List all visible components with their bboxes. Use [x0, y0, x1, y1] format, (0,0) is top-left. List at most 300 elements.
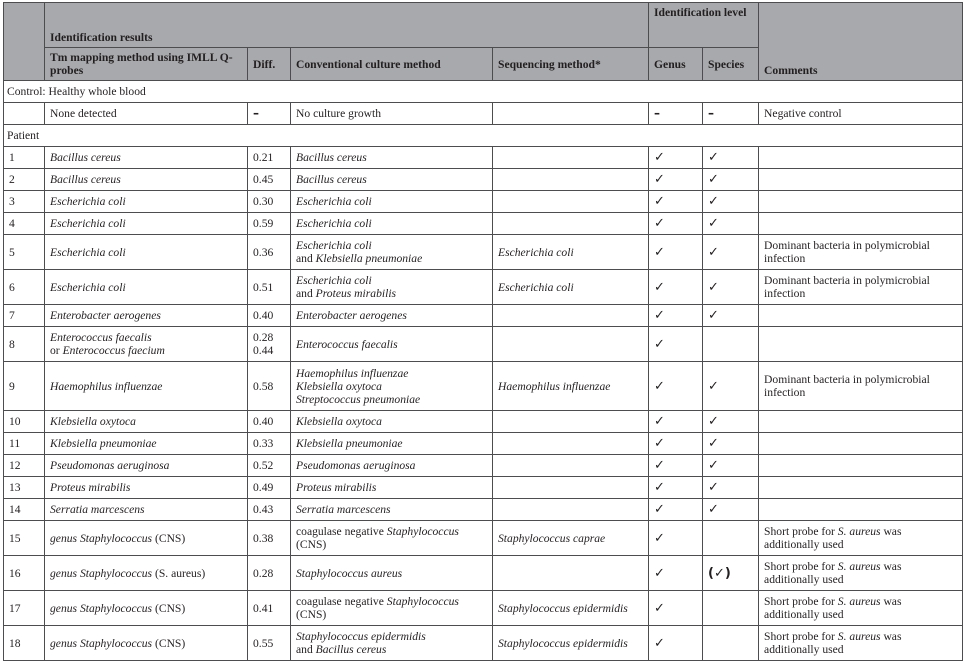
- header-sequencing: Sequencing method*: [493, 48, 649, 81]
- culture-line: [296, 380, 487, 393]
- cell-species: [703, 521, 759, 556]
- check-icon: ✓: [654, 216, 665, 231]
- culture-species: Staphylococcus epidermidis: [296, 630, 426, 643]
- tm-line: [50, 503, 242, 516]
- cell-culture: [291, 305, 493, 327]
- tm-species: Escherichia coli: [50, 217, 126, 230]
- tm-species: Escherichia coli: [50, 245, 126, 259]
- culture-suffix: (CNS): [296, 608, 327, 621]
- tm-line: [50, 217, 242, 230]
- cell-genus: [649, 327, 703, 362]
- tm-species: Bacillus cereus: [50, 173, 121, 186]
- tm-line: [50, 459, 242, 472]
- check-icon: ✓: [654, 635, 665, 651]
- cell-sequencing: [493, 499, 649, 521]
- diff-value: 0.55: [253, 636, 274, 650]
- cell-diff: [248, 626, 291, 661]
- diff-value: 0.21: [253, 151, 274, 164]
- cell-diff: [248, 411, 291, 433]
- cell-genus: [649, 521, 703, 556]
- diff-value: 0.30: [253, 195, 274, 208]
- cell-diff: [248, 362, 291, 411]
- comment-species: S. aureus: [837, 595, 881, 608]
- cell-species: [703, 455, 759, 477]
- diff-value: 0.28: [253, 566, 274, 580]
- table-row: [4, 270, 963, 305]
- cell-species: [703, 556, 759, 591]
- check-icon: ✓: [654, 308, 665, 323]
- check-icon: ✓: [708, 458, 719, 473]
- cell-diff: [248, 455, 291, 477]
- check-icon: ✓: [708, 308, 719, 323]
- cell-comments: Negative control: [759, 103, 963, 125]
- cell-tm: [45, 411, 248, 433]
- cell-species: [703, 411, 759, 433]
- cell-culture: [291, 270, 493, 305]
- diff-value: 0.44: [253, 344, 274, 357]
- cell-sequencing: Staphylococcus caprae: [493, 521, 649, 556]
- cell-sequencing: [493, 556, 649, 591]
- table-row: [4, 213, 963, 235]
- culture-conjunction: and: [296, 287, 316, 300]
- cell-comments: [759, 477, 963, 499]
- diff-value: 0.52: [253, 459, 274, 472]
- cell-id: 18: [4, 626, 45, 661]
- culture-line: [296, 274, 487, 287]
- check-icon: ✓: [708, 216, 719, 231]
- tm-species: Serratia marcescens: [50, 503, 145, 516]
- culture-line: [296, 151, 487, 164]
- culture-line: [296, 643, 487, 656]
- cell-genus: [649, 270, 703, 305]
- table-row: [4, 411, 963, 433]
- cell-culture: [291, 191, 493, 213]
- check-icon: ✓: [708, 436, 719, 451]
- culture-line: [296, 459, 487, 472]
- diff-value: 0.36: [253, 245, 274, 259]
- header-comments: Comments: [759, 3, 963, 81]
- diff-value: 0.41: [253, 601, 274, 615]
- diff-value: 0.38: [253, 531, 274, 545]
- section-label: Patient: [4, 125, 963, 147]
- check-icon: ✓: [708, 502, 719, 517]
- tm-line: [50, 331, 242, 344]
- tm-line: [50, 309, 242, 322]
- cell-id: 17: [4, 591, 45, 626]
- table-header: [4, 3, 963, 81]
- diff-value: 0.40: [253, 309, 274, 322]
- culture-conjunction: and: [296, 252, 316, 265]
- cell-genus: [649, 213, 703, 235]
- cell-tm: [45, 433, 248, 455]
- header-genus: Genus: [649, 48, 703, 81]
- header-id-cell: [4, 3, 45, 81]
- header-group-row: [4, 3, 963, 48]
- cell-genus: [649, 477, 703, 499]
- culture-line: [296, 437, 487, 450]
- cell-comments: [759, 411, 963, 433]
- comment-post: was additionally used: [764, 630, 902, 656]
- tm-suffix-text: (CNS): [154, 531, 186, 545]
- culture-line: [296, 239, 487, 252]
- header-identification-level: Identification level: [649, 3, 759, 48]
- cell-sequencing: [493, 169, 649, 191]
- cell-id: 5: [4, 235, 45, 270]
- comment-post: was additionally used: [764, 525, 902, 551]
- culture-conjunction: and: [296, 643, 316, 656]
- cell-id: 6: [4, 270, 45, 305]
- cell-culture: [291, 477, 493, 499]
- cell-culture: [291, 591, 493, 626]
- cell-species: [703, 213, 759, 235]
- comment-pre: Short probe for: [764, 560, 835, 573]
- cell-genus: [649, 626, 703, 661]
- table-row: [4, 556, 963, 591]
- cell-genus: [649, 499, 703, 521]
- tm-suffix-text: (CNS): [154, 636, 186, 650]
- cell-culture: [291, 556, 493, 591]
- cell-comments: [759, 626, 963, 661]
- cell-species: [703, 433, 759, 455]
- cell-tm: None detected: [45, 103, 248, 125]
- header-diff: Diff.: [248, 48, 291, 81]
- cell-id: 10: [4, 411, 45, 433]
- culture-species: Klebsiella oxytoca: [296, 379, 382, 393]
- cell-culture: [291, 411, 493, 433]
- check-icon: ✓: [708, 150, 719, 165]
- comment-pre: Short probe for: [764, 525, 835, 538]
- cell-diff: [248, 477, 291, 499]
- cell-sequencing: Staphylococcus epidermidis: [493, 626, 649, 661]
- culture-species: Bacillus cereus: [296, 173, 367, 186]
- section-row-patient: [4, 125, 963, 147]
- check-icon: ✓: [654, 436, 665, 451]
- cell-diff: [248, 591, 291, 626]
- culture-species: Klebsiella pneumoniae: [315, 252, 423, 265]
- check-icon: ✓: [654, 244, 665, 260]
- cell-comments: [759, 169, 963, 191]
- culture-species: Klebsiella pneumoniae: [296, 437, 403, 450]
- cell-genus: [649, 362, 703, 411]
- cell-sequencing: [493, 477, 649, 499]
- cell-tm: [45, 235, 248, 270]
- culture-species: Enterobacter aerogenes: [296, 309, 407, 322]
- culture-line: [296, 481, 487, 494]
- tm-genus-text: genus Staphylococcus: [50, 601, 153, 615]
- table-row: [4, 169, 963, 191]
- tm-suffix-text: (S. aureus): [154, 566, 206, 580]
- tm-genus-text: genus Staphylococcus: [50, 566, 153, 580]
- table-row: [4, 477, 963, 499]
- cell-comments: [759, 433, 963, 455]
- diff-value: 0.28: [253, 331, 274, 344]
- table-row: [4, 433, 963, 455]
- cell-species: [703, 362, 759, 411]
- cell-culture: [291, 499, 493, 521]
- check-icon: ✓: [654, 565, 665, 581]
- cell-culture: [291, 235, 493, 270]
- cell-species: [703, 169, 759, 191]
- cell-diff: [248, 305, 291, 327]
- cell-comments: [759, 591, 963, 626]
- cell-genus: [649, 556, 703, 591]
- cell-tm: [45, 626, 248, 661]
- tm-species: Klebsiella oxytoca: [50, 415, 136, 428]
- cell-id: 12: [4, 455, 45, 477]
- diff-value: 0.45: [253, 173, 274, 186]
- comment-species: S. aureus: [837, 630, 881, 643]
- cell-comments: [759, 327, 963, 362]
- cell-diff: [248, 556, 291, 591]
- comment-species: S. aureus: [837, 560, 881, 573]
- cell-sequencing: [493, 455, 649, 477]
- tm-line: [50, 173, 242, 186]
- cell-genus: [649, 433, 703, 455]
- check-icon: ✓: [708, 378, 719, 394]
- comment-post: was additionally used: [764, 595, 902, 621]
- culture-species: Bacillus cereus: [315, 643, 387, 656]
- culture-line: [296, 630, 487, 643]
- cell-sequencing: [493, 103, 649, 125]
- culture-species: Bacillus cereus: [296, 151, 367, 164]
- culture-line: [296, 309, 487, 322]
- cell-tm: [45, 477, 248, 499]
- cell-tm: [45, 213, 248, 235]
- culture-line: [296, 393, 487, 406]
- cell-species: [703, 147, 759, 169]
- cell-species: [703, 327, 759, 362]
- culture-species: Escherichia coli: [296, 217, 372, 230]
- diff-value: 0.59: [253, 217, 274, 230]
- table-row: [4, 362, 963, 411]
- cell-culture: [291, 433, 493, 455]
- culture-genus: Staphylococcus: [386, 595, 459, 608]
- culture-prefix: coagulase negative: [296, 525, 384, 538]
- check-icon: ✓: [708, 279, 719, 295]
- culture-prefix: coagulase negative: [296, 595, 384, 608]
- cell-id: 11: [4, 433, 45, 455]
- cell-sequencing: Staphylococcus epidermidis: [493, 591, 649, 626]
- check-icon: ✓: [654, 279, 665, 295]
- cell-species: [703, 591, 759, 626]
- check-icon: ✓: [708, 194, 719, 209]
- table-row: [4, 191, 963, 213]
- check-icon: ✓: [708, 172, 719, 187]
- culture-species: Escherichia coli: [296, 274, 372, 287]
- diff-value: 0.33: [253, 437, 274, 450]
- cell-comments: [759, 455, 963, 477]
- culture-line: [296, 415, 487, 428]
- cell-culture: [291, 213, 493, 235]
- cell-species: [703, 626, 759, 661]
- tm-line: [50, 481, 242, 494]
- diff-value: 0.51: [253, 280, 274, 294]
- cell-tm: [45, 169, 248, 191]
- cell-id: [4, 103, 45, 125]
- cell-comments: [759, 521, 963, 556]
- cell-diff: [248, 433, 291, 455]
- cell-id: 15: [4, 521, 45, 556]
- check-icon: ✓: [708, 244, 719, 260]
- cell-diff: [248, 213, 291, 235]
- table-row: [4, 626, 963, 661]
- tm-species: Pseudomonas aeruginosa: [50, 459, 170, 472]
- table-row-control: [4, 103, 963, 125]
- cell-culture: [291, 327, 493, 362]
- check-icon: ✓: [654, 172, 665, 187]
- culture-line: [296, 287, 487, 300]
- table-row: [4, 455, 963, 477]
- culture-species: Proteus mirabilis: [315, 287, 397, 300]
- cell-culture: [291, 362, 493, 411]
- cell-culture: [291, 521, 493, 556]
- cell-culture: [291, 626, 493, 661]
- culture-line: [296, 195, 487, 208]
- check-icon: ✓: [654, 530, 665, 546]
- header-species: Species: [703, 48, 759, 81]
- cell-sequencing: [493, 411, 649, 433]
- cell-id: 3: [4, 191, 45, 213]
- cell-diff: [248, 191, 291, 213]
- cell-sequencing: [493, 305, 649, 327]
- cell-comments: Dominant bacteria in polymicrobial infection: [759, 270, 963, 305]
- cell-species: [703, 235, 759, 270]
- check-icon: ✓: [654, 336, 665, 352]
- check-icon: ✓: [654, 600, 665, 616]
- tm-species: Enterococcus faecalis: [50, 331, 152, 344]
- cell-sequencing: [493, 213, 649, 235]
- culture-line: [296, 567, 487, 580]
- table-row: [4, 327, 963, 362]
- cell-species: [703, 270, 759, 305]
- culture-line: [296, 595, 487, 608]
- culture-line: [296, 252, 487, 265]
- header-identification-results: Identification results: [45, 3, 649, 48]
- cell-sequencing: [493, 191, 649, 213]
- table-row: [4, 499, 963, 521]
- cell-tm: [45, 521, 248, 556]
- cell-sequencing: [493, 433, 649, 455]
- table-row: [4, 147, 963, 169]
- culture-line: [296, 338, 487, 351]
- tm-or-text: or: [50, 344, 63, 357]
- culture-species: Serratia marcescens: [296, 503, 391, 516]
- tm-species: Klebsiella pneumoniae: [50, 437, 157, 450]
- comment-post: was additionally used: [764, 560, 902, 586]
- cell-comments: Dominant bacteria in polymicrobial infection: [759, 362, 963, 411]
- cell-culture: [291, 147, 493, 169]
- comment-species: S. aureus: [837, 525, 881, 538]
- diff-value: 0.58: [253, 379, 274, 393]
- table-row: [4, 591, 963, 626]
- cell-genus: [649, 591, 703, 626]
- check-icon: ✓: [654, 378, 665, 394]
- tm-species: Haemophilus influenzae: [50, 379, 163, 393]
- cell-genus: [649, 191, 703, 213]
- tm-suffix-text: (CNS): [154, 601, 186, 615]
- cell-genus: [649, 411, 703, 433]
- dash-mark: –: [253, 106, 259, 120]
- identification-results-table: [3, 2, 963, 661]
- cell-tm: [45, 362, 248, 411]
- cell-genus: [649, 147, 703, 169]
- cell-tm: [45, 455, 248, 477]
- cell-tm: [45, 556, 248, 591]
- cell-sequencing: [493, 327, 649, 362]
- check-icon: ✓: [654, 502, 665, 517]
- tm-species: Enterococcus faecium: [62, 344, 165, 357]
- cell-diff: [248, 235, 291, 270]
- tm-species: Proteus mirabilis: [50, 481, 131, 494]
- table-row: [4, 235, 963, 270]
- cell-sequencing: Escherichia coli: [493, 270, 649, 305]
- culture-line: [296, 173, 487, 186]
- header-tm-mapping: Tm mapping method using IMLL Q-probes: [45, 48, 248, 81]
- dash-mark: –: [654, 106, 661, 120]
- tm-line: [50, 151, 242, 164]
- cell-id: 9: [4, 362, 45, 411]
- culture-species: Streptococcus pneumoniae: [296, 392, 421, 406]
- culture-species: Klebsiella oxytoca: [296, 415, 382, 428]
- cell-species: [703, 477, 759, 499]
- cell-genus: [649, 169, 703, 191]
- cell-culture: [291, 455, 493, 477]
- comment-pre: Short probe for: [764, 630, 835, 643]
- cell-comments: [759, 147, 963, 169]
- cell-tm: [45, 327, 248, 362]
- cell-id: 4: [4, 213, 45, 235]
- tm-genus-text: genus Staphylococcus: [50, 636, 153, 650]
- tm-species: Escherichia coli: [50, 195, 126, 208]
- cell-id: 1: [4, 147, 45, 169]
- diff-value: 0.40: [253, 415, 274, 428]
- cell-comments: Dominant bacteria in polymicrobial infection: [759, 235, 963, 270]
- diff-value: 0.43: [253, 503, 274, 516]
- check-icon: ✓: [654, 480, 665, 495]
- cell-tm: [45, 591, 248, 626]
- dash-mark: –: [708, 106, 715, 120]
- check-icon: ✓: [708, 414, 719, 429]
- tm-line: [50, 415, 242, 428]
- tm-genus-text: genus Staphylococcus: [50, 531, 153, 545]
- cell-sequencing: [493, 147, 649, 169]
- cell-species: [703, 305, 759, 327]
- table-body: [4, 81, 963, 661]
- cell-comments: [759, 556, 963, 591]
- culture-species: Pseudomonas aeruginosa: [296, 459, 416, 472]
- culture-species: Escherichia coli: [296, 239, 372, 252]
- culture-line: [296, 217, 487, 230]
- cell-diff: [248, 521, 291, 556]
- tm-line: [50, 246, 242, 259]
- cell-tm: [45, 191, 248, 213]
- cell-diff: [248, 103, 291, 125]
- cell-culture: [291, 169, 493, 191]
- cell-diff: [248, 327, 291, 362]
- culture-genus: Staphylococcus: [386, 525, 459, 538]
- cell-diff: [248, 169, 291, 191]
- culture-line: [296, 525, 487, 538]
- check-icon: (✓): [708, 565, 731, 581]
- cell-species: [703, 103, 759, 125]
- cell-genus: [649, 305, 703, 327]
- diff-value: 0.49: [253, 481, 274, 494]
- table-row: [4, 521, 963, 556]
- tm-line: [50, 437, 242, 450]
- cell-diff: [248, 499, 291, 521]
- check-icon: ✓: [708, 480, 719, 495]
- culture-line: [296, 503, 487, 516]
